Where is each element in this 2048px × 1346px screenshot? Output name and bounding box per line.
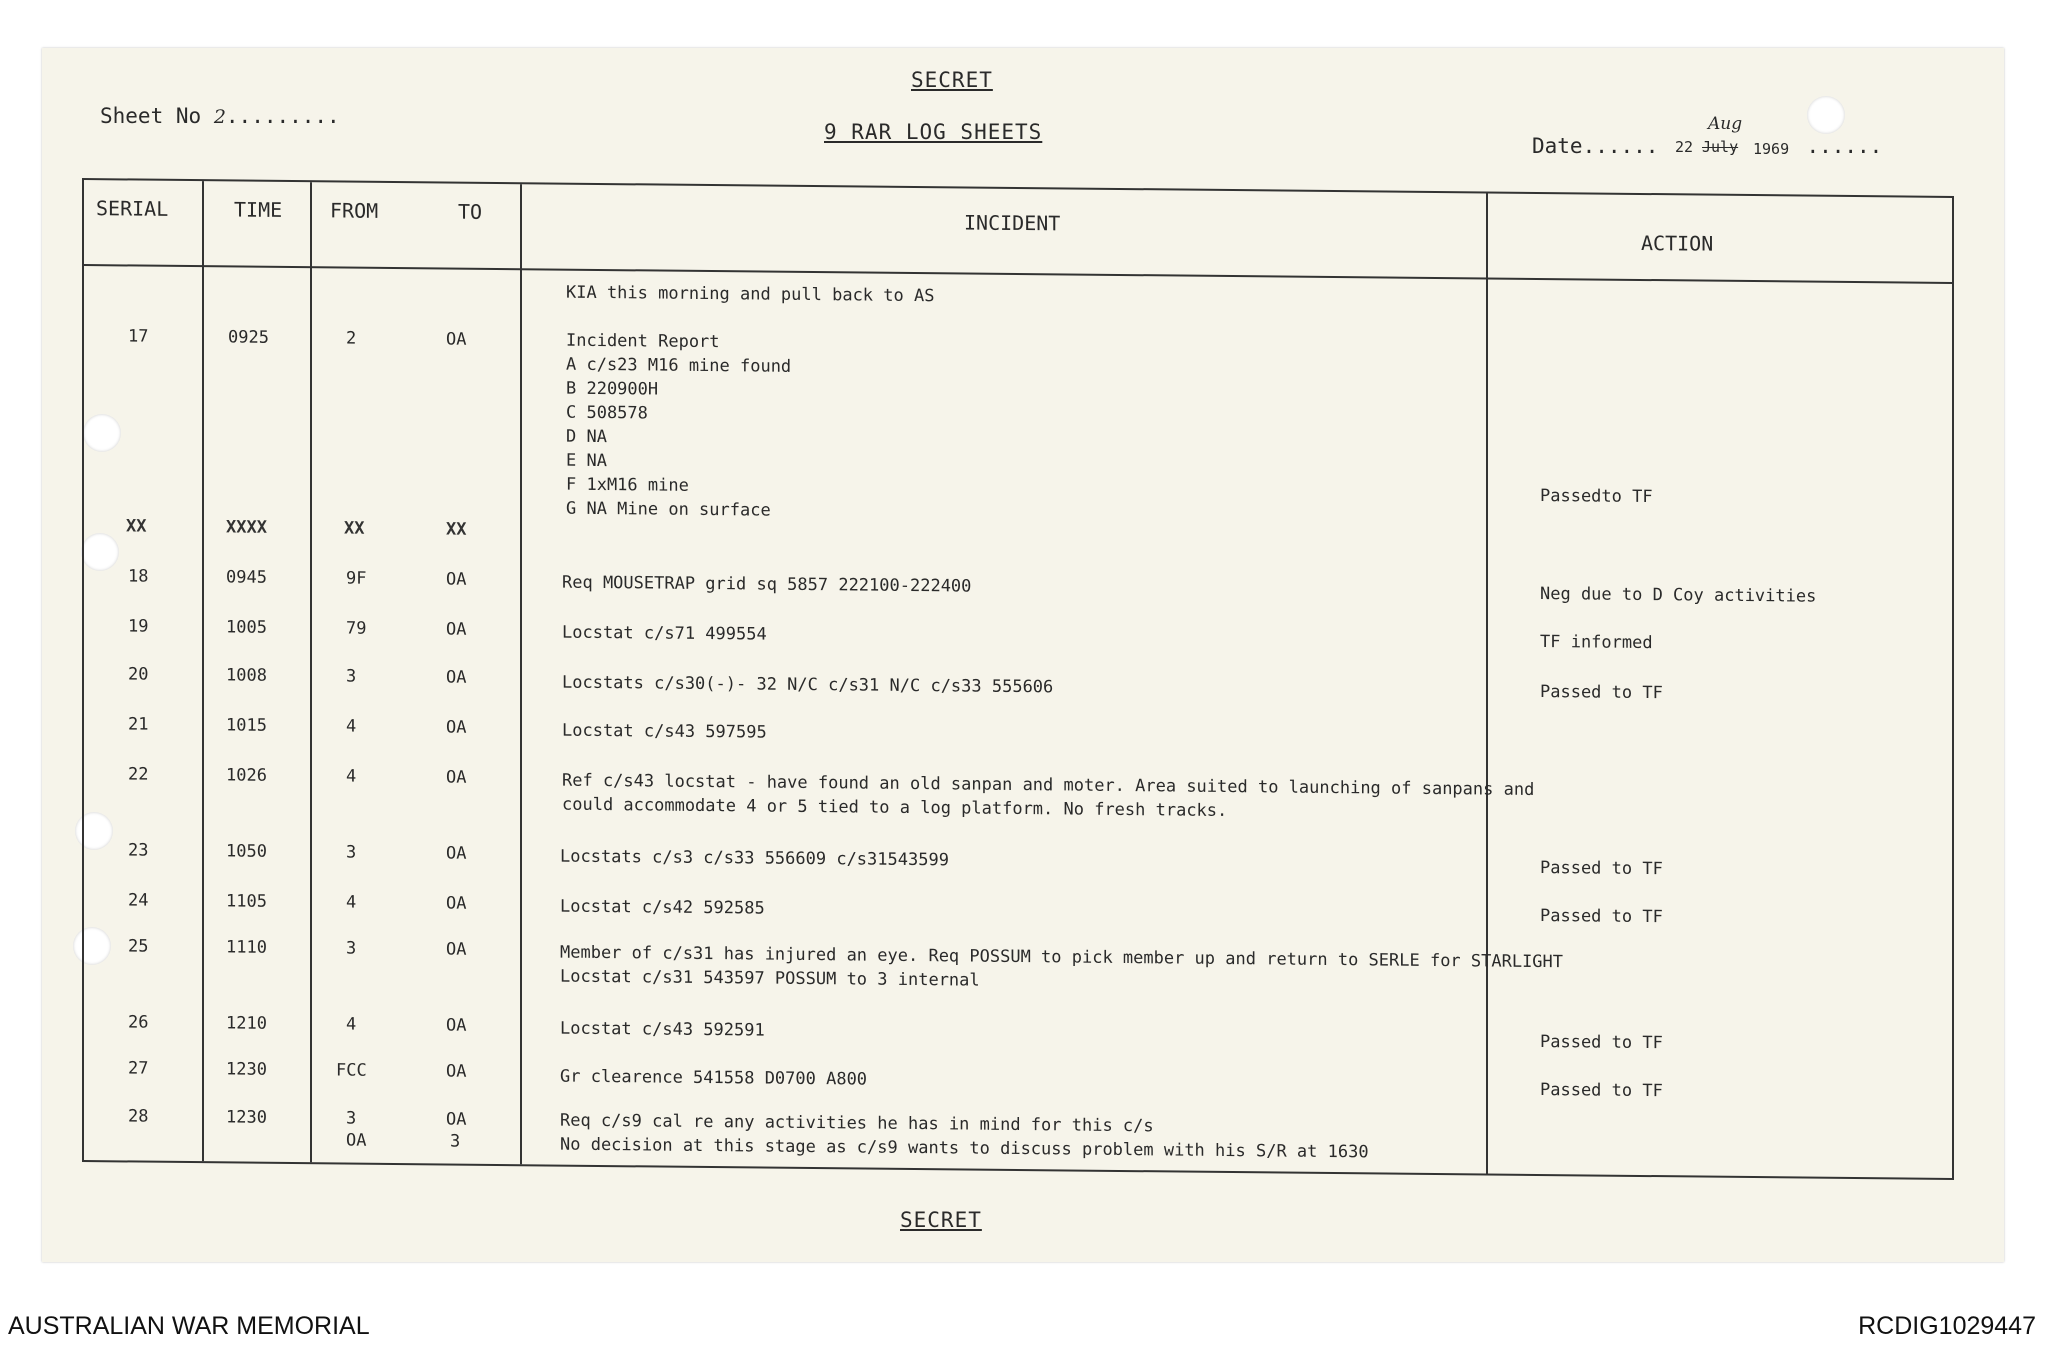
classification-bottom: SECRET <box>900 1208 982 1232</box>
row-28-incident <box>560 1109 1369 1165</box>
row-19-from: 79 <box>346 618 367 639</box>
row-17-to: OA <box>446 329 467 350</box>
log-table <box>82 178 1954 1180</box>
row-26-serial: 26 <box>128 1012 149 1033</box>
row-22-to: OA <box>446 767 467 788</box>
incident-line: Locstat c/s71 499554 <box>562 622 767 645</box>
classification-top: SECRET <box>911 68 993 92</box>
sheet-number-field <box>100 104 340 128</box>
row-17-from: 2 <box>346 328 357 349</box>
row-23-to: OA <box>446 843 467 864</box>
incident-line: B 220900H <box>566 378 659 400</box>
row-24-serial: 24 <box>128 890 149 911</box>
col-divider <box>1486 193 1488 1173</box>
row-18-from: 9F <box>346 568 367 589</box>
row-20-action: Passed to TF <box>1540 681 1663 704</box>
row-20-incident <box>562 671 1053 700</box>
struck-time: XXXX <box>226 517 267 538</box>
row-26-to: OA <box>446 1015 467 1036</box>
row-22-serial: 22 <box>128 764 149 785</box>
row-17-action: Passedto TF <box>1540 485 1653 508</box>
continuation-text: KIA this morning and pull back to AS <box>566 282 935 307</box>
date-day: 22 <box>1675 138 1694 156</box>
incident-line: Locstat c/s31 543597 POSSUM to 3 internal <box>560 966 980 991</box>
row-23-from: 3 <box>346 842 357 863</box>
row-26-incident <box>560 1017 765 1043</box>
incident-line: E NA <box>566 450 607 472</box>
row-17-time: 0925 <box>228 327 269 348</box>
incident-line: could accommodate 4 or 5 tied to a log platform. No fresh tracks. <box>562 794 1228 821</box>
date-label: Date...... <box>1532 134 1659 158</box>
col-header-action: ACTION <box>1641 230 1714 256</box>
incident-line: C 508578 <box>566 402 648 424</box>
row-20-from: 3 <box>346 666 357 687</box>
row-25-from: 3 <box>346 938 357 959</box>
date-month-struck: July <box>1702 138 1739 156</box>
row-21-serial: 21 <box>128 714 149 735</box>
row-18-to: OA <box>446 569 467 590</box>
row-28-to: OA <box>446 1109 467 1130</box>
row-21-from: 4 <box>346 716 357 737</box>
row-18-action: Neg due to D Coy activities <box>1540 583 1817 607</box>
col-divider <box>202 181 204 1161</box>
row-25-incident <box>560 941 1563 999</box>
col-header-serial: SERIAL <box>96 196 169 221</box>
incident-line: Ref c/s43 locstat - have found an old sanpan and moter. Area suited to launching of sanpans and <box>562 770 1535 800</box>
incident-line: G NA Mine on surface <box>566 498 771 521</box>
incident-line: Req MOUSETRAP grid sq 5857 222100-222400 <box>562 572 972 597</box>
date-trail: ...... <box>1806 134 1883 158</box>
archive-credit: AUSTRALIAN WAR MEMORIAL <box>8 1312 370 1340</box>
struck-serial: XX <box>126 516 147 537</box>
row-28-from: 3 <box>346 1108 357 1129</box>
incident-line: Incident Report <box>566 330 720 353</box>
incident-line: Req c/s9 cal re any activities he has in mind for this c/s <box>560 1110 1154 1137</box>
row-23-time: 1050 <box>226 841 267 862</box>
struck-to: XX <box>446 519 467 540</box>
date-month-handwritten: Aug <box>1708 114 1743 134</box>
col-header-incident: INCIDENT <box>964 210 1061 236</box>
row-19-time: 1005 <box>226 617 267 638</box>
row-22-incident <box>562 769 1534 826</box>
row-24-from: 4 <box>346 892 357 913</box>
row-26-action: Passed to TF <box>1540 1031 1663 1054</box>
row-28-time: 1230 <box>226 1107 267 1128</box>
archive-id: RCDIG1029447 <box>1858 1312 2036 1340</box>
row-25-serial: 25 <box>128 936 149 957</box>
row-22-time: 1026 <box>226 765 267 786</box>
row-18-serial: 18 <box>128 566 149 587</box>
incident-line: Locstats c/s3 c/s33 556609 c/s31543599 <box>560 846 949 871</box>
row-23-action: Passed to TF <box>1540 857 1663 880</box>
row-27-time: 1230 <box>226 1059 267 1080</box>
row-26-from: 4 <box>346 1014 357 1035</box>
row-28-from-2: OA <box>346 1130 367 1151</box>
row-17-serial: 17 <box>128 326 149 347</box>
row-25-to: OA <box>446 939 467 960</box>
punch-hole-top-right <box>1807 96 1845 134</box>
row-20-time: 1008 <box>226 665 267 686</box>
incident-line: Gr clearence 541558 D0700 A800 <box>560 1066 868 1090</box>
row-19-to: OA <box>446 619 467 640</box>
incident-line: A c/s23 M16 mine found <box>566 354 792 377</box>
col-header-to: TO <box>458 199 483 224</box>
row-27-serial: 27 <box>128 1058 149 1079</box>
incident-line: F 1xM16 mine <box>566 474 689 496</box>
row-28-serial: 28 <box>128 1106 149 1127</box>
col-header-time: TIME <box>234 197 283 222</box>
row-27-from: FCC <box>336 1060 367 1081</box>
row-20-to: OA <box>446 667 467 688</box>
col-header-from: FROM <box>330 198 379 223</box>
row-23-serial: 23 <box>128 840 149 861</box>
incident-line: Locstat c/s43 597595 <box>562 720 767 743</box>
row-24-to: OA <box>446 893 467 914</box>
incident-line: Locstats c/s30(-)- 32 N/C c/s31 N/C c/s33 555606 <box>562 672 1054 698</box>
sheet-dots: ......... <box>225 104 340 128</box>
row-19-serial: 19 <box>128 616 149 637</box>
row-19-action: TF informed <box>1540 631 1653 654</box>
row-27-action: Passed to TF <box>1540 1079 1663 1102</box>
row-20-serial: 20 <box>128 664 149 685</box>
log-sheet-page <box>42 48 2004 1262</box>
row-18-incident <box>562 571 971 599</box>
incident-line: Locstat c/s43 592591 <box>560 1018 765 1041</box>
row-26-time: 1210 <box>226 1013 267 1034</box>
incident-line: D NA <box>566 426 607 448</box>
incident-line: No decision at this stage as c/s9 wants to discuss problem with his S/R at 1630 <box>560 1134 1369 1163</box>
struck-from: XX <box>344 518 365 539</box>
row-22-from: 4 <box>346 766 357 787</box>
row-19-incident <box>562 621 767 647</box>
row-24-action: Passed to TF <box>1540 905 1663 928</box>
sheet-label: Sheet No <box>100 104 202 128</box>
incident-line: Member of c/s31 has injured an eye. Req POSSUM to pick member up and return to SERLE for STARLIGHT <box>560 942 1564 973</box>
page-title: 9 RAR LOG SHEETS <box>824 120 1043 144</box>
row-27-incident <box>560 1065 867 1092</box>
col-divider <box>520 184 522 1164</box>
row-21-to: OA <box>446 717 467 738</box>
row-24-incident <box>560 895 765 921</box>
row-23-incident <box>560 845 949 873</box>
row-21-incident <box>562 719 767 745</box>
row-21-time: 1015 <box>226 715 267 736</box>
row-27-to: OA <box>446 1061 467 1082</box>
date-year: 1969 <box>1753 140 1790 158</box>
row-17-incident <box>566 329 791 523</box>
header-divider <box>84 264 1952 284</box>
row-25-time: 1110 <box>226 937 267 958</box>
sheet-number: 2 <box>213 106 226 128</box>
row-24-time: 1105 <box>226 891 267 912</box>
row-28-to-2: 3 <box>450 1131 461 1152</box>
row-18-time: 0945 <box>226 567 267 588</box>
col-divider <box>310 182 312 1162</box>
incident-line: Locstat c/s42 592585 <box>560 896 765 919</box>
